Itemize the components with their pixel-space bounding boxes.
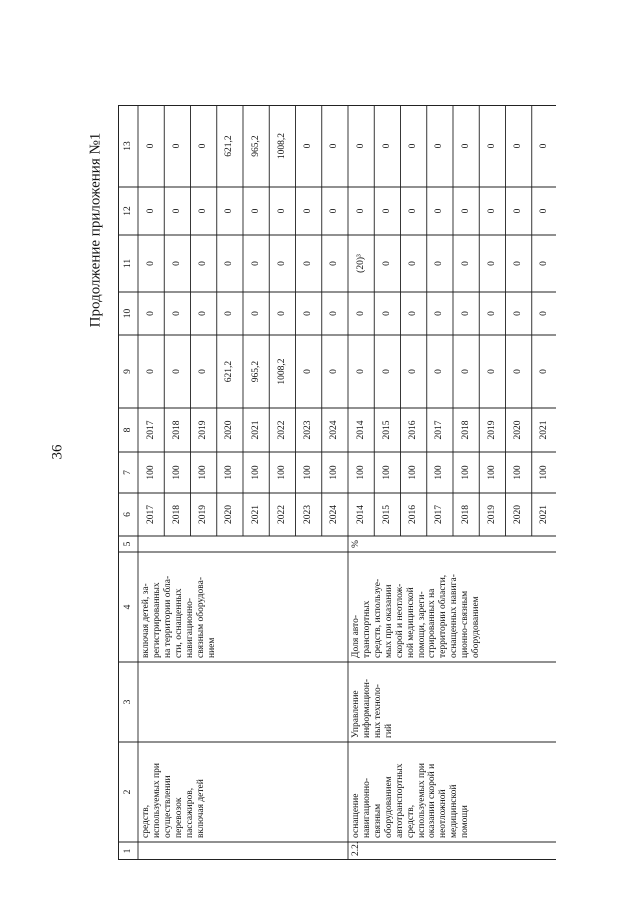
block-b-row-1-col-9: 0 xyxy=(355,369,366,374)
block-b-row-6-col-13: 0 xyxy=(486,143,497,149)
block-a-row-4-col-7: 100 xyxy=(224,465,235,480)
continuation-heading: Продолжение приложения №1 xyxy=(87,132,104,328)
block-a-row-1-col-9: 0 xyxy=(145,369,156,374)
block-b-row-3-col-10: 0 xyxy=(408,311,419,316)
block-a-row-5-col-10: 0 xyxy=(250,311,261,316)
block-a-row-7-col-13: 0 xyxy=(303,143,314,149)
header-cell-1: 1 xyxy=(122,848,133,854)
block-b-row-6-col-10: 0 xyxy=(486,311,497,316)
block-a-measure: средств, используемых при осуществлении перевозок пассажиров, включая детей xyxy=(141,763,206,838)
block-b-row-6-col-7: 100 xyxy=(486,465,497,480)
block-b-row-3-col-7: 100 xyxy=(408,465,419,480)
block-a-row-6-col-13: 1008,2 xyxy=(276,132,287,160)
block-a-row-2-col-12: 0 xyxy=(171,208,182,214)
block-b-row-2-col-11: 0 xyxy=(381,261,392,266)
block-b-row-5-col-8: 2018 xyxy=(460,420,471,440)
block-b-row-1-col-6: 2014 xyxy=(355,505,366,524)
block-b-row-8-col-12: 0 xyxy=(539,208,550,214)
block-b-row-3-col-13: 0 xyxy=(408,143,419,149)
block-a-row-2-col-13: 0 xyxy=(171,143,182,149)
block-b-number: 2.2. xyxy=(351,841,361,856)
header-cell-11: 11 xyxy=(122,258,133,269)
block-b-indicator: Доля авто- транспортных средств, используе- мых при оказании скорой и неотлож- ной медицинской помощи, зареги- стрированных на территории области, оснащенных навига- ционно-связным оборудованием xyxy=(351,574,482,658)
block-b-row-8-col-8: 2021 xyxy=(539,420,550,440)
block-b-row-5-col-11: 0 xyxy=(460,261,471,266)
block-a-row-4-col-12: 0 xyxy=(224,208,235,214)
block-b-unit: % xyxy=(351,540,361,548)
header-cell-2: 2 xyxy=(122,789,133,795)
header-cell-3: 3 xyxy=(122,699,133,705)
block-b-row-1-col-12: 0 xyxy=(355,208,366,214)
block-a-row-7-col-12: 0 xyxy=(303,208,314,214)
block-a-row-3-col-10: 0 xyxy=(198,311,209,316)
block-b-row-5-col-12: 0 xyxy=(460,208,471,214)
block-b-row-6-col-9: 0 xyxy=(486,369,497,374)
header-cell-8: 8 xyxy=(122,427,133,433)
block-a-row-8-col-11: 0 xyxy=(329,261,340,266)
block-a-row-1-col-6: 2017 xyxy=(145,505,156,524)
block-a-row-3-col-8: 2019 xyxy=(198,420,209,440)
block-b-row-3-col-11: 0 xyxy=(408,261,419,266)
block-a-row-8-col-7: 100 xyxy=(329,465,340,480)
block-b-row-3-col-9: 0 xyxy=(408,369,419,374)
block-a-row-4-col-6: 2020 xyxy=(224,505,235,524)
block-a-row-6-col-8: 2022 xyxy=(276,420,287,440)
block-a-row-8-col-9: 0 xyxy=(329,369,340,374)
block-b-row-5-col-6: 2018 xyxy=(460,505,471,524)
block-b-row-3-col-8: 2016 xyxy=(408,420,419,440)
block-b-row-7-col-9: 0 xyxy=(513,369,524,374)
header-cell-6: 6 xyxy=(122,512,133,517)
block-b-row-4-col-8: 2017 xyxy=(434,420,445,440)
block-b-row-1-col-10: 0 xyxy=(355,311,366,316)
block-a-row-4-col-9: 621,2 xyxy=(224,360,235,383)
block-b-row-4-col-9: 0 xyxy=(434,369,445,374)
block-b-row-1-col-7: 100 xyxy=(355,465,366,480)
block-a-row-5-col-12: 0 xyxy=(250,208,261,214)
block-b-row-4-col-6: 2017 xyxy=(434,505,445,524)
block-b-row-2-col-9: 0 xyxy=(381,369,392,374)
block-a-row-7-col-8: 2023 xyxy=(303,420,314,440)
block-b-row-2-col-6: 2015 xyxy=(381,505,392,524)
block-a-row-5-col-6: 2021 xyxy=(250,505,261,524)
block-a-row-8-col-10: 0 xyxy=(329,311,340,316)
block-b-row-2-col-13: 0 xyxy=(381,143,392,149)
header-cell-5: 5 xyxy=(122,541,133,547)
block-a-row-7-col-10: 0 xyxy=(303,311,314,316)
block-a-row-2-col-11: 0 xyxy=(171,261,182,266)
header-cell-4: 4 xyxy=(122,604,133,610)
block-b-row-4-col-10: 0 xyxy=(434,311,445,316)
block-a-row-3-col-9: 0 xyxy=(198,369,209,374)
block-b-row-4-col-12: 0 xyxy=(434,208,445,214)
block-a-row-4-col-11: 0 xyxy=(224,261,235,266)
block-a-row-1-col-8: 2017 xyxy=(145,420,156,440)
block-b-row-2-col-12: 0 xyxy=(381,208,392,214)
block-a-executor xyxy=(138,655,351,742)
block-b-row-8-col-7: 100 xyxy=(539,465,550,480)
block-a-row-7-col-11: 0 xyxy=(303,261,314,266)
block-b-row-7-col-6: 2020 xyxy=(513,505,524,524)
block-a-row-8-col-13: 0 xyxy=(329,143,340,149)
block-a-row-6-col-12: 0 xyxy=(276,208,287,214)
block-b-row-7-col-10: 0 xyxy=(513,311,524,316)
block-a-row-1-col-13: 0 xyxy=(145,143,156,149)
block-a-row-7-col-9: 0 xyxy=(303,369,314,374)
block-a-row-1-col-11: 0 xyxy=(145,261,156,266)
block-b-row-1-col-11: (20)³ xyxy=(355,254,366,273)
block-a-row-4-col-8: 2020 xyxy=(224,420,235,440)
block-b-row-8-col-11: 0 xyxy=(539,261,550,266)
block-a-row-4-col-10: 0 xyxy=(224,311,235,316)
block-a-row-6-col-7: 100 xyxy=(276,465,287,480)
block-b-row-7-col-8: 2020 xyxy=(513,420,524,440)
block-b-row-6-col-6: 2019 xyxy=(486,505,497,524)
block-b-row-5-col-7: 100 xyxy=(460,465,471,480)
block-a-row-3-col-13: 0 xyxy=(198,143,209,149)
block-a-row-3-col-6: 2019 xyxy=(198,505,209,524)
block-a-row-6-col-10: 0 xyxy=(276,311,287,316)
block-a-row-2-col-6: 2018 xyxy=(171,505,182,524)
block-b-row-2-col-7: 100 xyxy=(381,465,392,480)
block-b-row-6-col-12: 0 xyxy=(486,208,497,214)
header-cell-9: 9 xyxy=(122,369,133,374)
block-a-row-8-col-12: 0 xyxy=(329,208,340,214)
block-b-row-2-col-10: 0 xyxy=(381,311,392,316)
block-b-row-8-col-6: 2021 xyxy=(539,505,550,524)
block-a-row-5-col-7: 100 xyxy=(250,465,261,480)
header-cell-12: 12 xyxy=(122,206,133,216)
block-a-row-1-col-10: 0 xyxy=(145,311,156,316)
block-b-row-7-col-7: 100 xyxy=(513,465,524,480)
block-a-row-5-col-11: 0 xyxy=(250,261,261,266)
page-number: 36 xyxy=(49,444,66,460)
block-b-executor: Управление информацион- ных техноло- гий xyxy=(351,678,394,738)
block-a-row-6-col-9: 1008,2 xyxy=(276,358,287,385)
block-a-row-6-col-11: 0 xyxy=(276,261,287,266)
block-b-row-8-col-13: 0 xyxy=(539,143,550,149)
block-a-row-5-col-9: 965,2 xyxy=(250,360,261,383)
block-a-row-3-col-7: 100 xyxy=(198,465,209,480)
block-b-row-4-col-13: 0 xyxy=(434,143,445,149)
block-b-row-7-col-11: 0 xyxy=(513,261,524,266)
block-a-row-1-col-12: 0 xyxy=(145,208,156,214)
block-a-row-7-col-6: 2023 xyxy=(303,505,314,524)
block-a-indicator: включая детей, за- регистрированных на территории обла- сти, оснащенных навигационно- связным оборудова- нием xyxy=(141,575,217,658)
block-b-row-5-col-10: 0 xyxy=(460,311,471,316)
block-a-row-2-col-10: 0 xyxy=(171,311,182,316)
block-b-row-4-col-7: 100 xyxy=(434,465,445,480)
block-a-row-5-col-8: 2021 xyxy=(250,420,261,440)
block-b-row-5-col-13: 0 xyxy=(460,143,471,149)
block-a-row-2-col-9: 0 xyxy=(171,369,182,374)
block-b-row-1-col-8: 2014 xyxy=(355,420,366,440)
block-b-row-3-col-12: 0 xyxy=(408,208,419,214)
header-cell-13: 13 xyxy=(122,141,133,151)
block-b-measure: оснащение навигационно- связным оборудованием автотранспортных средств, используемых при оказании скорой и неотложной медицинской помощи xyxy=(351,763,471,838)
block-b-row-8-col-10: 0 xyxy=(539,311,550,316)
block-b-row-8-col-9: 0 xyxy=(539,369,550,374)
block-b-row-4-col-11: 0 xyxy=(434,261,445,266)
program-table xyxy=(118,105,556,860)
block-b-row-7-col-13: 0 xyxy=(513,143,524,149)
header-cell-7: 7 xyxy=(122,470,133,475)
block-a-row-6-col-6: 2022 xyxy=(276,505,287,524)
block-b-row-2-col-8: 2015 xyxy=(381,420,392,440)
block-b-row-5-col-9: 0 xyxy=(460,369,471,374)
block-a-row-3-col-12: 0 xyxy=(198,208,209,214)
block-a-row-1-col-7: 100 xyxy=(145,465,156,480)
block-b-row-3-col-6: 2016 xyxy=(408,505,419,524)
block-b-row-7-col-12: 0 xyxy=(513,208,524,214)
block-b-row-6-col-8: 2019 xyxy=(486,420,497,440)
block-a-row-2-col-8: 2018 xyxy=(171,420,182,440)
block-a-row-8-col-6: 2024 xyxy=(329,505,340,524)
block-a-row-5-col-13: 965,2 xyxy=(250,135,261,157)
block-b-row-1-col-13: 0 xyxy=(355,143,366,149)
block-a-row-2-col-7: 100 xyxy=(171,465,182,480)
header-cell-10: 10 xyxy=(122,308,133,319)
block-a-row-7-col-7: 100 xyxy=(303,465,314,480)
block-a-row-3-col-11: 0 xyxy=(198,261,209,266)
block-b-row-6-col-11: 0 xyxy=(486,261,497,266)
block-a-row-4-col-13: 621,2 xyxy=(224,135,235,157)
block-a-row-8-col-8: 2024 xyxy=(329,420,340,440)
